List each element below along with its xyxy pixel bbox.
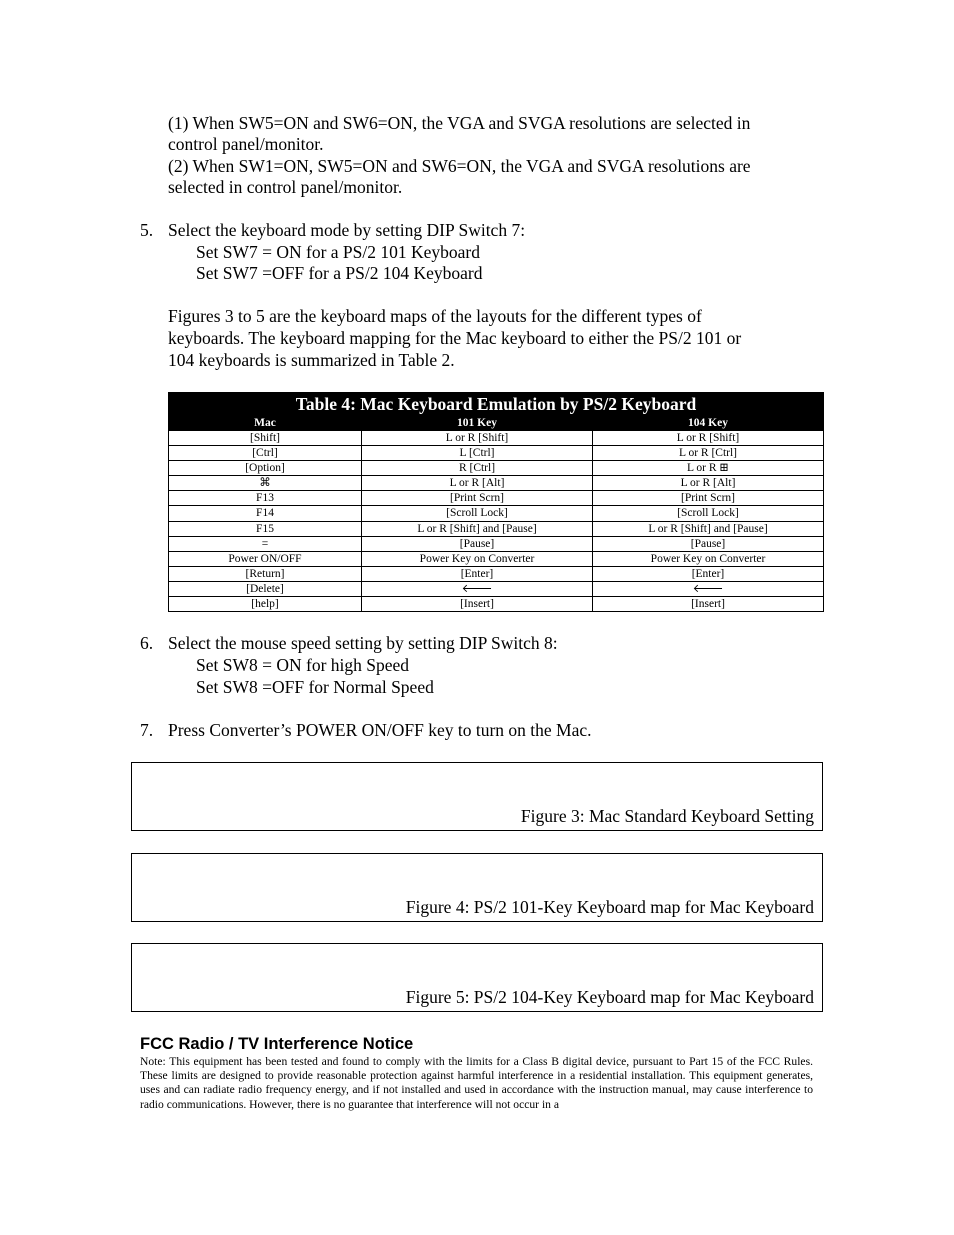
table-cell-101: [Insert]: [362, 597, 593, 612]
table-title: Table 4: Mac Keyboard Emulation by PS/2 Keyboard: [169, 393, 824, 416]
table-cell-101: L or R [Shift]: [362, 431, 593, 446]
table-cell-101: L or R [Shift] and [Pause]: [362, 521, 593, 536]
table-cell-101: [Scroll Lock]: [362, 506, 593, 521]
figure-5-box: [131, 943, 823, 1012]
table-cell-104: [Pause]: [593, 536, 824, 551]
table-row: [169, 461, 824, 476]
table-cell-101: [Print Scrn]: [362, 491, 593, 506]
table-cell-104: [Insert]: [593, 597, 824, 612]
step-6-option-1: Set SW8 = ON for high Speed: [196, 655, 410, 675]
keyboard-paragraph-line-3: 104 keyboards is summarized in Table 2.: [168, 350, 455, 370]
table-cell-104: L or R [Alt]: [593, 476, 824, 491]
table-cell-101: R [Ctrl]: [362, 461, 593, 476]
table-cell-104: L or R [Ctrl]: [593, 446, 824, 461]
fcc-heading: FCC Radio / TV Interference Notice: [140, 1035, 414, 1053]
table-cell-mac: F14: [169, 506, 362, 521]
table-cell-104: 🡐: [593, 581, 824, 596]
step-6-option-2: Set SW8 =OFF for Normal Speed: [196, 677, 434, 697]
table-cell-104: L or R [Shift] and [Pause]: [593, 521, 824, 536]
step-6-number: 6.: [140, 633, 154, 653]
table-cell-101: L [Ctrl]: [362, 446, 593, 461]
keyboard-paragraph-line-1: Figures 3 to 5 are the keyboard maps of the layouts for the different types of: [168, 306, 702, 326]
note-1-line-1: (1) When SW5=ON and SW6=ON, the VGA and SVGA resolutions are selected in: [168, 113, 751, 133]
figure-4-caption: Figure 4: PS/2 101-Key Keyboard map for Mac Keyboard: [405, 897, 814, 917]
table-row: [169, 597, 824, 612]
table-cell-mac: Power ON/OFF: [169, 551, 362, 566]
table-row: [169, 506, 824, 521]
figure-3-box: [131, 762, 823, 831]
figure-4-box: [131, 853, 823, 922]
table-cell-104: Power Key on Converter: [593, 551, 824, 566]
table-cell-mac: [Ctrl]: [169, 446, 362, 461]
table-row: [169, 446, 824, 461]
table-row: [169, 551, 824, 566]
table-header-mac: Mac: [169, 416, 362, 431]
table-cell-mac: [Shift]: [169, 431, 362, 446]
step-5-option-1: Set SW7 = ON for a PS/2 101 Keyboard: [196, 242, 481, 262]
table-cell-104: [Enter]: [593, 566, 824, 581]
step-5-text: Select the keyboard mode by setting DIP Switch 7:: [168, 220, 526, 240]
table-cell-mac: F13: [169, 491, 362, 506]
table-cell-mac: [Delete]: [169, 581, 362, 596]
table-cell-101: Power Key on Converter: [362, 551, 593, 566]
note-1-line-2: control panel/monitor.: [168, 134, 324, 154]
note-2-line-1: (2) When SW1=ON, SW5=ON and SW6=ON, the VGA and SVGA resolutions are: [168, 156, 751, 176]
table-row: [169, 581, 824, 596]
step-7-text: Press Converter’s POWER ON/OFF key to turn on the Mac.: [168, 720, 592, 740]
table-cell-mac: ⌘: [169, 476, 362, 491]
fcc-body: Note: This equipment has been tested and found to comply with the limits for a Class B digital device, pursuant to Part 15 of the FCC Rules. These limits are designed to provide reasonable protection against harmful interference in a residential installation. This equipment generates, uses and can radiate radio frequency energy, and if not installed and used in accordance with the instruction manual, may cause interference to radio communications. However, there is no guarantee that interference will not occur in a: [140, 1055, 813, 1111]
table-cell-104: L or R ⊞: [593, 461, 824, 476]
step-5-option-2: Set SW7 =OFF for a PS/2 104 Keyboard: [196, 263, 483, 283]
table-row: [169, 431, 824, 446]
table-cell-104: [Print Scrn]: [593, 491, 824, 506]
table-row: [169, 566, 824, 581]
table-cell-mac: [Option]: [169, 461, 362, 476]
table-cell-mac: F15: [169, 521, 362, 536]
table-row: [169, 491, 824, 506]
table-row: [169, 536, 824, 551]
table-cell-104: [Scroll Lock]: [593, 506, 824, 521]
table-cell-101: 🡐: [362, 581, 593, 596]
step-7-number: 7.: [140, 720, 154, 740]
table-cell-mac: =: [169, 536, 362, 551]
table-row: [169, 521, 824, 536]
step-5-number: 5.: [140, 220, 154, 240]
table-cell-101: [Pause]: [362, 536, 593, 551]
note-2-line-2: selected in control panel/monitor.: [168, 177, 403, 197]
keyboard-paragraph-line-2: keyboards. The keyboard mapping for the Mac keyboard to either the PS/2 101 or: [168, 328, 742, 348]
table-row: [169, 476, 824, 491]
table-cell-101: L or R [Alt]: [362, 476, 593, 491]
table-header-101-key: 101 Key: [362, 416, 593, 431]
step-6-text: Select the mouse speed setting by setting DIP Switch 8:: [168, 633, 558, 653]
table-cell-101: [Enter]: [362, 566, 593, 581]
figure-3-caption: Figure 3: Mac Standard Keyboard Setting: [520, 806, 814, 826]
figure-5-caption: Figure 5: PS/2 104-Key Keyboard map for Mac Keyboard: [405, 987, 814, 1007]
table-header-104-key: 104 Key: [593, 416, 824, 431]
table-cell-mac: [help]: [169, 597, 362, 612]
table-cell-mac: [Return]: [169, 566, 362, 581]
keyboard-emulation-table: [168, 392, 824, 612]
table-cell-104: L or R [Shift]: [593, 431, 824, 446]
